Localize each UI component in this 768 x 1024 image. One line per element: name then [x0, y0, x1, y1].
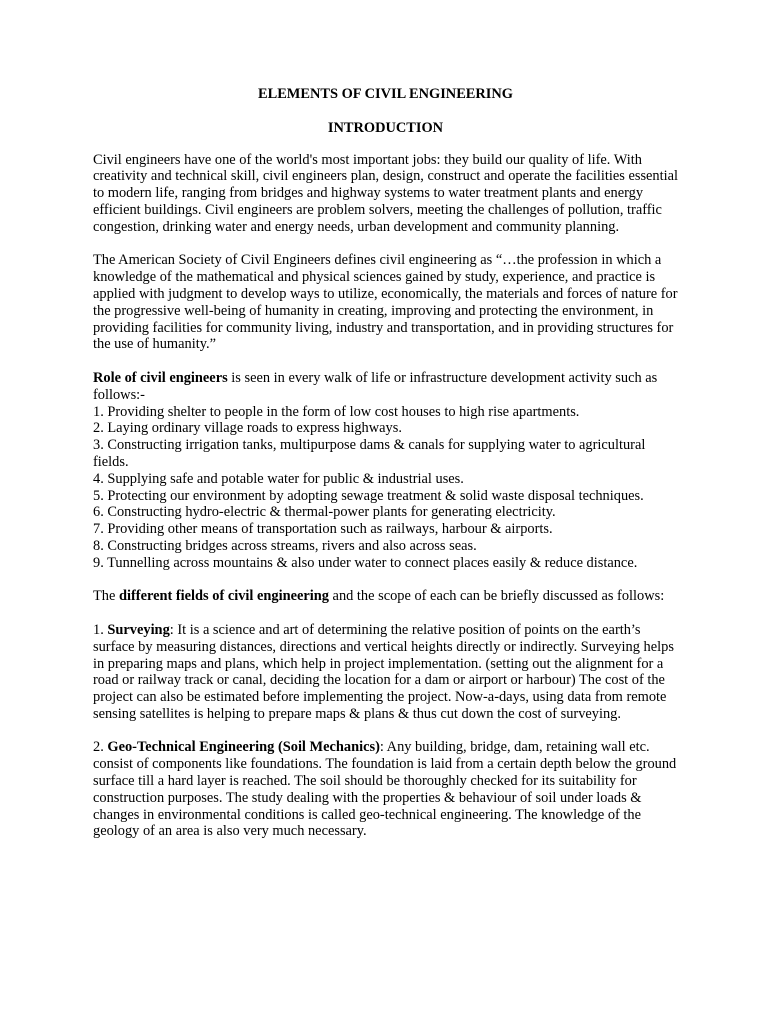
list-item: 2. Laying ordinary village roads to express highways.: [93, 420, 402, 437]
role-lead-bold: Role of civil engineers: [93, 369, 228, 386]
document-title: ELEMENTS OF CIVIL ENGINEERING: [258, 86, 513, 102]
fields-intro-bold: different fields of civil engineering: [118, 588, 329, 605]
list-item: 5. Protecting our environment by adopting sewage treatment & solid waste disposal techniques.: [93, 487, 644, 504]
geotech-paragraph: [93, 739, 678, 840]
list-item: 8. Constructing bridges across streams, rivers and also across seas.: [93, 537, 477, 554]
surveying-heading: Surveying: [107, 621, 170, 638]
role-of-civil-engineers-section: [93, 370, 678, 572]
surveying-number: 1.: [93, 621, 108, 638]
list-item: 3. Constructing irrigation tanks, multipurpose dams & canals for supplying water to agricultural fields.: [93, 437, 646, 470]
list-item: 9. Tunnelling across mountains & also under water to connect places easily & reduce distance.: [93, 554, 638, 571]
list-item: 7. Providing other means of transportation such as railways, harbour & airports.: [93, 521, 553, 538]
asce-definition-paragraph: The American Society of Civil Engineers defines civil engineering as “…the profession in which a knowledge of the mathematical and physical sciences gained by study, experience, and practice is applied with judgment to develop ways to utilize, economically, the materials and forces of nature for the progressive well-being of humanity in creating, improving and protecting the environment, in providing facilities for community living, industry and transportation, and in providing structures for the use of humanity.”: [93, 252, 678, 353]
role-list: [93, 404, 678, 572]
role-lead-rest: is seen in every walk of life or infrastructure development activity such as follows:-: [93, 369, 658, 403]
fields-intro-prefix: The: [93, 588, 119, 605]
list-item: 6. Constructing hydro-electric & thermal-power plants for generating electricity.: [93, 504, 556, 521]
list-item: 4. Supplying safe and potable water for public & industrial uses.: [93, 470, 464, 487]
intro-paragraph: Civil engineers have one of the world's most important jobs: they build our quality of life. With creativity and technical skill, civil engineers plan, design, construct and operate the facilities essential to modern life, ranging from bridges and highway systems to water treatment plants and energy efficient buildings. Civil engineers are problem solvers, meeting the challenges of pollution, traffic congestion, drinking water and energy needs, urban development and community planning.: [93, 151, 679, 235]
surveying-paragraph: [93, 622, 678, 723]
geotech-number: 2.: [93, 739, 108, 756]
geotech-heading: Geo-Technical Engineering (Soil Mechanics): [107, 739, 380, 756]
surveying-text: : It is a science and art of determining the relative position of points on the earth’s surface by measuring distances, directions and vertical heights directly or indirectly. Surveying helps in preparing maps and plans, which help in project implementation. (setting out the alignment for a road or railway track or canal, deciding the location for a dam or airport or harbour) The cost of the project can also be estimated before implementing the project. Now-a-days, using data from remote sensing satellites is helping to prepare maps & plans & thus cut down the cost of surveying.: [93, 621, 674, 722]
geotech-text: : Any building, bridge, dam, retaining wall etc. consist of components like foundations. The foundation is laid from a certain depth below the ground surface till a hard layer is reached. The soil should be thoroughly checked for its suitability for construction purposes. The study dealing with the properties & behaviour of soil under loads & changes in environmental conditions is called geo-technical engineering. The knowledge of the geology of an area is also very much necessary.: [93, 739, 677, 840]
list-item: 1. Providing shelter to people in the form of low cost houses to high rise apartments.: [93, 403, 580, 420]
section-heading-introduction: INTRODUCTION: [327, 119, 444, 136]
fields-intro-suffix: and the scope of each can be briefly discussed as follows:: [328, 588, 665, 605]
fields-intro-paragraph: [93, 588, 678, 605]
role-lead-sentence: [93, 370, 678, 404]
